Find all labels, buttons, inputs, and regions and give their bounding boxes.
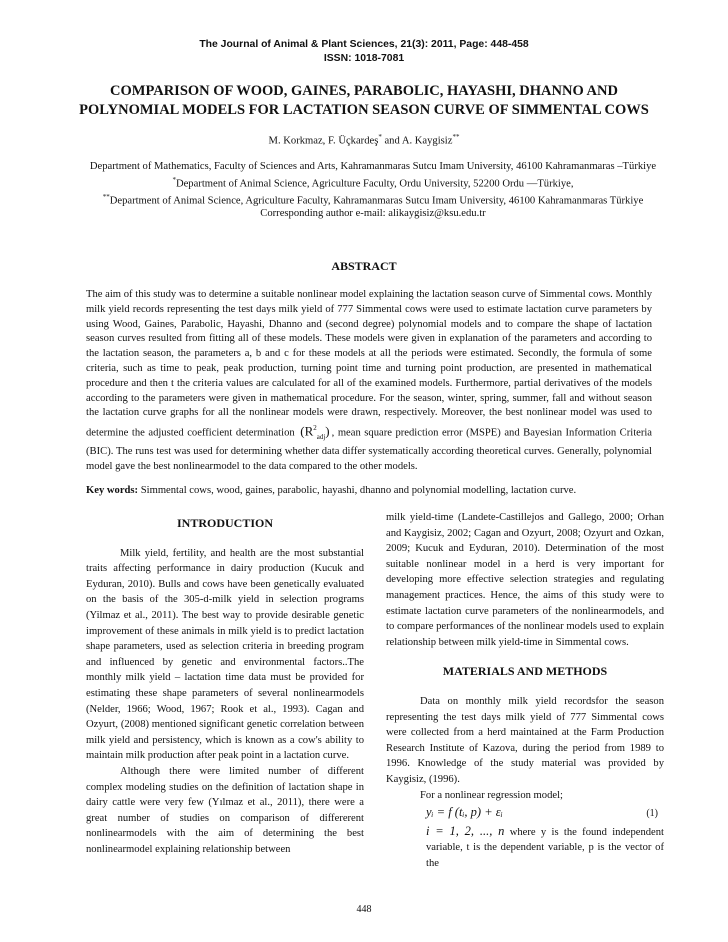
journal-header	[0, 38, 728, 66]
affiliation-2	[84, 174, 662, 191]
author-list	[0, 131, 728, 148]
r-squared-adj-symbol: $(R^2_{adj})$	[300, 423, 330, 442]
affiliation-1: Department of Mathematics, Faculty of Sciences and Arts, Kahramanmaras Sutcu Imam University, 46100 Kahramanmaras –Türkiye	[89, 161, 657, 172]
introduction-heading: INTRODUCTION	[176, 516, 273, 530]
author-names-2: and A. Kaygisiz	[381, 135, 453, 147]
introduction-paragraph-2: Although there were limited number of different complex modeling studies on the definition of lactation shape in dairy cattle were very few (Yılmaz et al., 2011), there were a great number of studies on comparison of differerent nonlinearmodels with the aim of determining the best nonlinearmodel explaining relationship between	[86, 765, 364, 855]
methods-paragraph-1: Data on monthly milk yield recordsfor the season representing the test days milk yield of 777 Simmental cows were collected from a herd maintained at the Farm Production Research Institute of Kazova, during the period from 1989 to 1996. Knowledge of the study material was provided by Kaygisiz, (1996).	[386, 695, 664, 785]
introduction-paragraph-3: milk yield-time (Landete-Castillejos and Gallego, 2000; Orhan and Kaygisiz, 2002; Cagan and Ozyurt, 2008; Ozyurt and Ozkan, 2009; Kucuk and Eyduran, 2010). Determination of the most suitable nonlinear model in a herd is very important for developing more effective selection strategies and regulating management practices. Hence, the aims of this study were to estimate lactation curve parameters of the nonlinearmodels, and to compare performances of the nonlinear models used to explain relationship between milk yield-time in Simmental cows.	[386, 512, 664, 648]
methods-heading: MATERIALS AND METHODS	[442, 664, 608, 679]
equation-2-expression: i = 1, 2, ..., n	[426, 823, 505, 838]
affiliation-3-mark: **	[102, 192, 110, 201]
author-names-1: M. Korkmaz, F. Üçkardeş	[268, 135, 379, 147]
keywords-label: Key words:	[86, 485, 139, 496]
paper-title-line-1: COMPARISON OF WOOD, GAINES, PARABOLIC, HAYASHI, DHANNO AND	[110, 83, 618, 99]
equation-2-line	[386, 822, 664, 872]
abstract-text-1: The aim of this study was to determine a suitable nonlinear model explaining the lactation season curve of Simmental cows. Monthly milk yield records representing the test days milk yield of 777 Simmental cows were used to estimate lactation curve parameters by using Wood, Gaines, Parabolic, Hayashi, Dhanno and (second degree) polynomial models and to compare the shape of lactation season curves resulted from fitting all of these models. These models were given in explanation of the parameters and according to the lactation season, the parameters a, b and c for these models at all the periods were estimated. Secondly, the formula of some criteria, such as time to peak, peak production, turning point time and turning point production, are presented in mathematical procedure and then t the criteria values are calculated for all of the examined models. Furthermore, partial derivatives of the models according to the parameters were given in mathematical procedure. For the season, winter, spring, summer, fall and without season the lactation curve graphs for all the nonlinear models were drawn, respectively. Moreover, the best nonlinear model was used to determine the adjusted coefficient determination	[86, 289, 652, 439]
corresponding-author: Corresponding author e-mail: alikaygisiz@ksu.edu.tr	[260, 207, 486, 219]
methods-paragraph-2: For a nonlinear regression model;	[420, 789, 563, 801]
keywords-text: Simmental cows, wood, gaines, parabolic, hayashi, dhanno and polynomial modelling, lactation curve.	[138, 485, 577, 496]
paper-title	[60, 82, 668, 120]
abstract-body	[86, 288, 652, 474]
abstract-text-2: , mean square prediction error (MSPE) and Bayesian Information Criteria (BIC). The runs test was used for determining whether data differ systematically according theoretical curves. Generally, polynomial model gave the best nonlinearmodel to the data compared to the other models.	[86, 427, 653, 472]
affiliation-2-mark: *	[172, 175, 176, 184]
methods-paragraph-3: where y is the found independent variable, t is the dependent variable, p is the vector of the	[426, 826, 664, 869]
left-column	[86, 510, 364, 857]
abstract-heading: ABSTRACT	[331, 259, 397, 273]
affiliation-3-text: Department of Animal Science, Agriculture Faculty, Kahramanmaras Sutcu Imam University, 46100 Kahramanmaras Türkiye	[109, 195, 644, 207]
author-mark-2: **	[452, 133, 460, 141]
equation-1-number: (1)	[646, 808, 658, 820]
journal-citation: The Journal of Animal & Plant Sciences, 21(3): 2011, Page: 448-458	[199, 39, 529, 50]
equation-1-expression: yᵢ = f (tᵢ, p) + εᵢ	[426, 805, 503, 820]
equation-1	[386, 803, 664, 822]
affiliations	[84, 161, 662, 220]
journal-issn: ISSN: 1018-7081	[323, 53, 405, 64]
keywords	[86, 484, 652, 498]
paper-title-line-2: POLYNOMIAL MODELS FOR LACTATION SEASON CURVE OF SIMMENTAL COWS	[79, 102, 649, 118]
page-number: 448	[356, 904, 372, 915]
affiliation-2-text: Department of Animal Science, Agriculture Faculty, Ordu University, 52200 Ordu —Türkiye,	[175, 178, 574, 190]
affiliation-3	[84, 191, 662, 208]
introduction-paragraph-1: Milk yield, fertility, and health are the most substantial traits affecting performance in dairy production (Kucuk and Eyduran, 2010). Bulls and cows have been genetically evaluated on the basis of the 305-d-milk yield in selection programs (Yilmaz et al., 2011). The best way to provide desirable genetic improvement of these animals in milk yield is to predict lactation shape parameters, used as selection criteria in breeding program and influenced by genetic and environmental factors..The monthly milk yield – lactation time data must be provided for estimating these shape parameters of several nonlinearmodels (Nelder, 1966; Wood, 1967; Rook et al., 1993). Cagan and Ozyurt, (2008) mentioned significant genetic correlation between milk yield and persistency, which is known as a cow's ability to maintain milk production after peak point in a lactation curve.	[86, 547, 364, 762]
author-mark-1: *	[378, 133, 382, 141]
right-column	[386, 510, 664, 871]
